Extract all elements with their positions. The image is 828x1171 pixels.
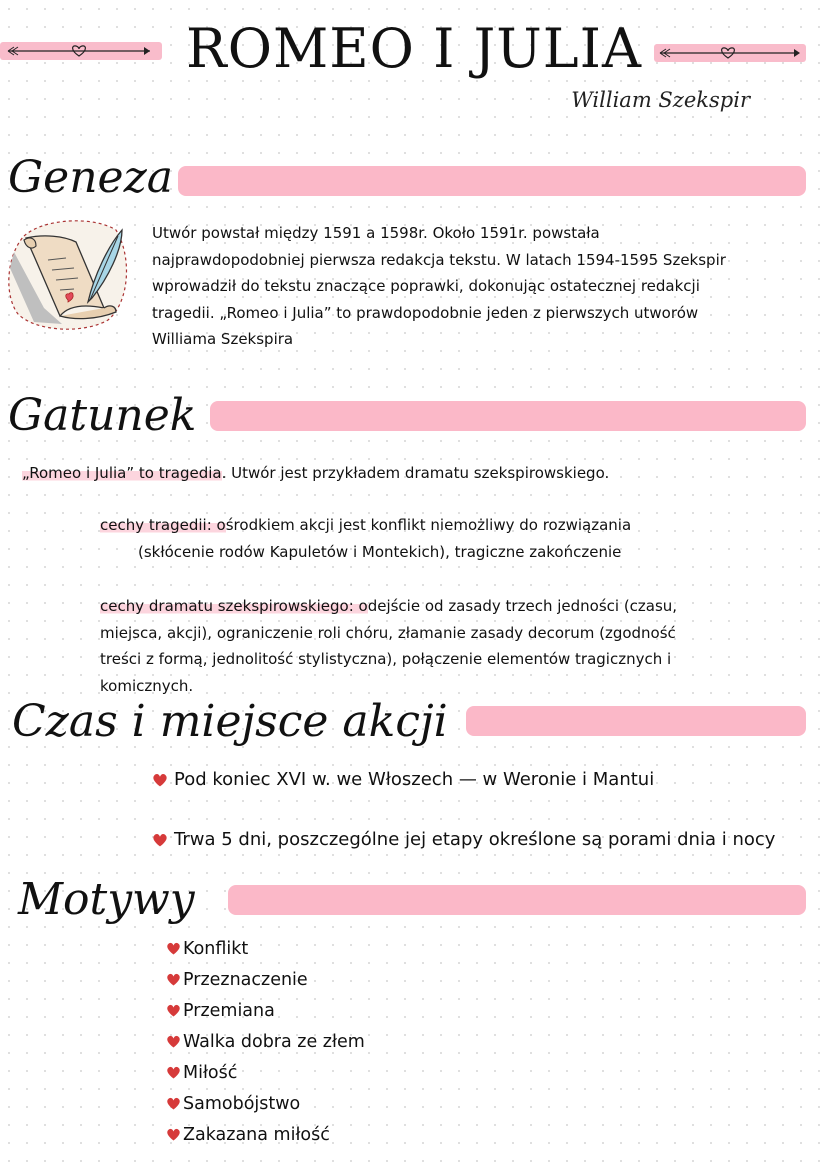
author-name: William Szekspir	[571, 88, 750, 112]
heading-bar-motywy	[228, 885, 806, 915]
heading-bar-czas	[466, 706, 806, 736]
drama-line-1: dejście od zasady trzech jedności (czasu,	[367, 597, 678, 615]
geneza-line-5: Williama Szekspira	[152, 330, 294, 348]
tragedy-label: cechy tragedii: o	[100, 516, 226, 534]
heart-icon	[166, 1003, 181, 1018]
motif-label: Przeznaczenie	[183, 969, 308, 990]
motif-label: Walka dobra ze złem	[183, 1031, 365, 1052]
gatunek-intro-highlight: „Romeo i Julia” to tragedia	[22, 464, 222, 482]
list-item	[166, 964, 365, 995]
heart-icon	[166, 1034, 181, 1049]
page-title: ROMEO I JULIA	[186, 17, 642, 80]
heart-icon	[152, 772, 168, 788]
geneza-line-1: Utwór powstał między 1591 a 1598r. Około 1591r. powstała	[152, 224, 600, 242]
list-item	[166, 1119, 365, 1150]
geneza-line-2: najprawdopodobniej pierwsza redakcja tekstu. W latach 1594-1595 Szekspir	[152, 250, 726, 269]
heading-geneza: Geneza	[8, 152, 173, 203]
heart-icon	[166, 1096, 181, 1111]
geneza-paragraph	[152, 220, 822, 353]
list-item	[152, 828, 775, 852]
motif-label: Miłość	[183, 1062, 238, 1083]
heading-czas-i-miejsce: Czas i miejsce akcji	[12, 696, 448, 747]
gatunek-intro	[22, 460, 609, 487]
list-item	[166, 1026, 365, 1057]
heading-motywy: Motywy	[18, 874, 195, 925]
heart-icon	[166, 1127, 181, 1142]
motifs-list	[166, 933, 365, 1150]
heading-bar-geneza	[178, 166, 806, 196]
drama-line-2: miejsca, akcji), ograniczenie roli chóru, złamanie zasady decorum (zgodność	[100, 623, 676, 642]
list-item	[166, 1057, 365, 1088]
motif-label: Zakazana miłość	[183, 1124, 330, 1145]
geneza-line-4: tragedii. „Romeo i Julia” to prawdopodobnie jeden z pierwszych utworów	[152, 303, 699, 322]
list-item	[166, 1088, 365, 1119]
drama-line-4: komicznych.	[100, 676, 194, 695]
geneza-line-3: wprowadził do tekstu znaczące poprawki, dokonując ostatecznej redakcji	[152, 277, 700, 295]
tragedy-line-2: (skłócenie rodów Kapuletów i Montekich), tragiczne zakończenie	[138, 542, 622, 561]
motif-label: Samobójstwo	[183, 1093, 301, 1114]
czas-bullet-1: Pod koniec XVI w. we Włoszech — w Weronie i Mantui	[174, 769, 655, 790]
list-item	[166, 933, 365, 964]
tragedy-features	[100, 512, 820, 565]
list-item	[152, 768, 654, 792]
heart-icon	[166, 941, 181, 956]
list-item	[166, 995, 365, 1026]
heart-icon	[166, 972, 181, 987]
heart-icon	[152, 832, 168, 848]
motif-label: Konflikt	[183, 938, 249, 959]
motif-label: Przemiana	[183, 1000, 275, 1021]
drama-line-3: treści z formą, jednolitość stylistyczna), połączenie elementów tragicznych i	[100, 650, 672, 668]
scroll-and-quill-icon	[4, 216, 132, 332]
heading-bar-gatunek	[210, 401, 806, 431]
drama-features	[100, 593, 820, 699]
czas-bullet-2: Trwa 5 dni, poszczególne jej etapy określone są porami dnia i nocy	[174, 829, 776, 850]
heading-gatunek: Gatunek	[8, 390, 197, 441]
tragedy-line-1: środkiem akcji jest konflikt niemożliwy do rozwiązania	[225, 516, 632, 534]
gatunek-intro-rest: . Utwór jest przykładem dramatu szekspirowskiego.	[221, 464, 610, 482]
heart-icon	[166, 1065, 181, 1080]
drama-label: cechy dramatu szekspirowskiego: o	[100, 597, 368, 615]
